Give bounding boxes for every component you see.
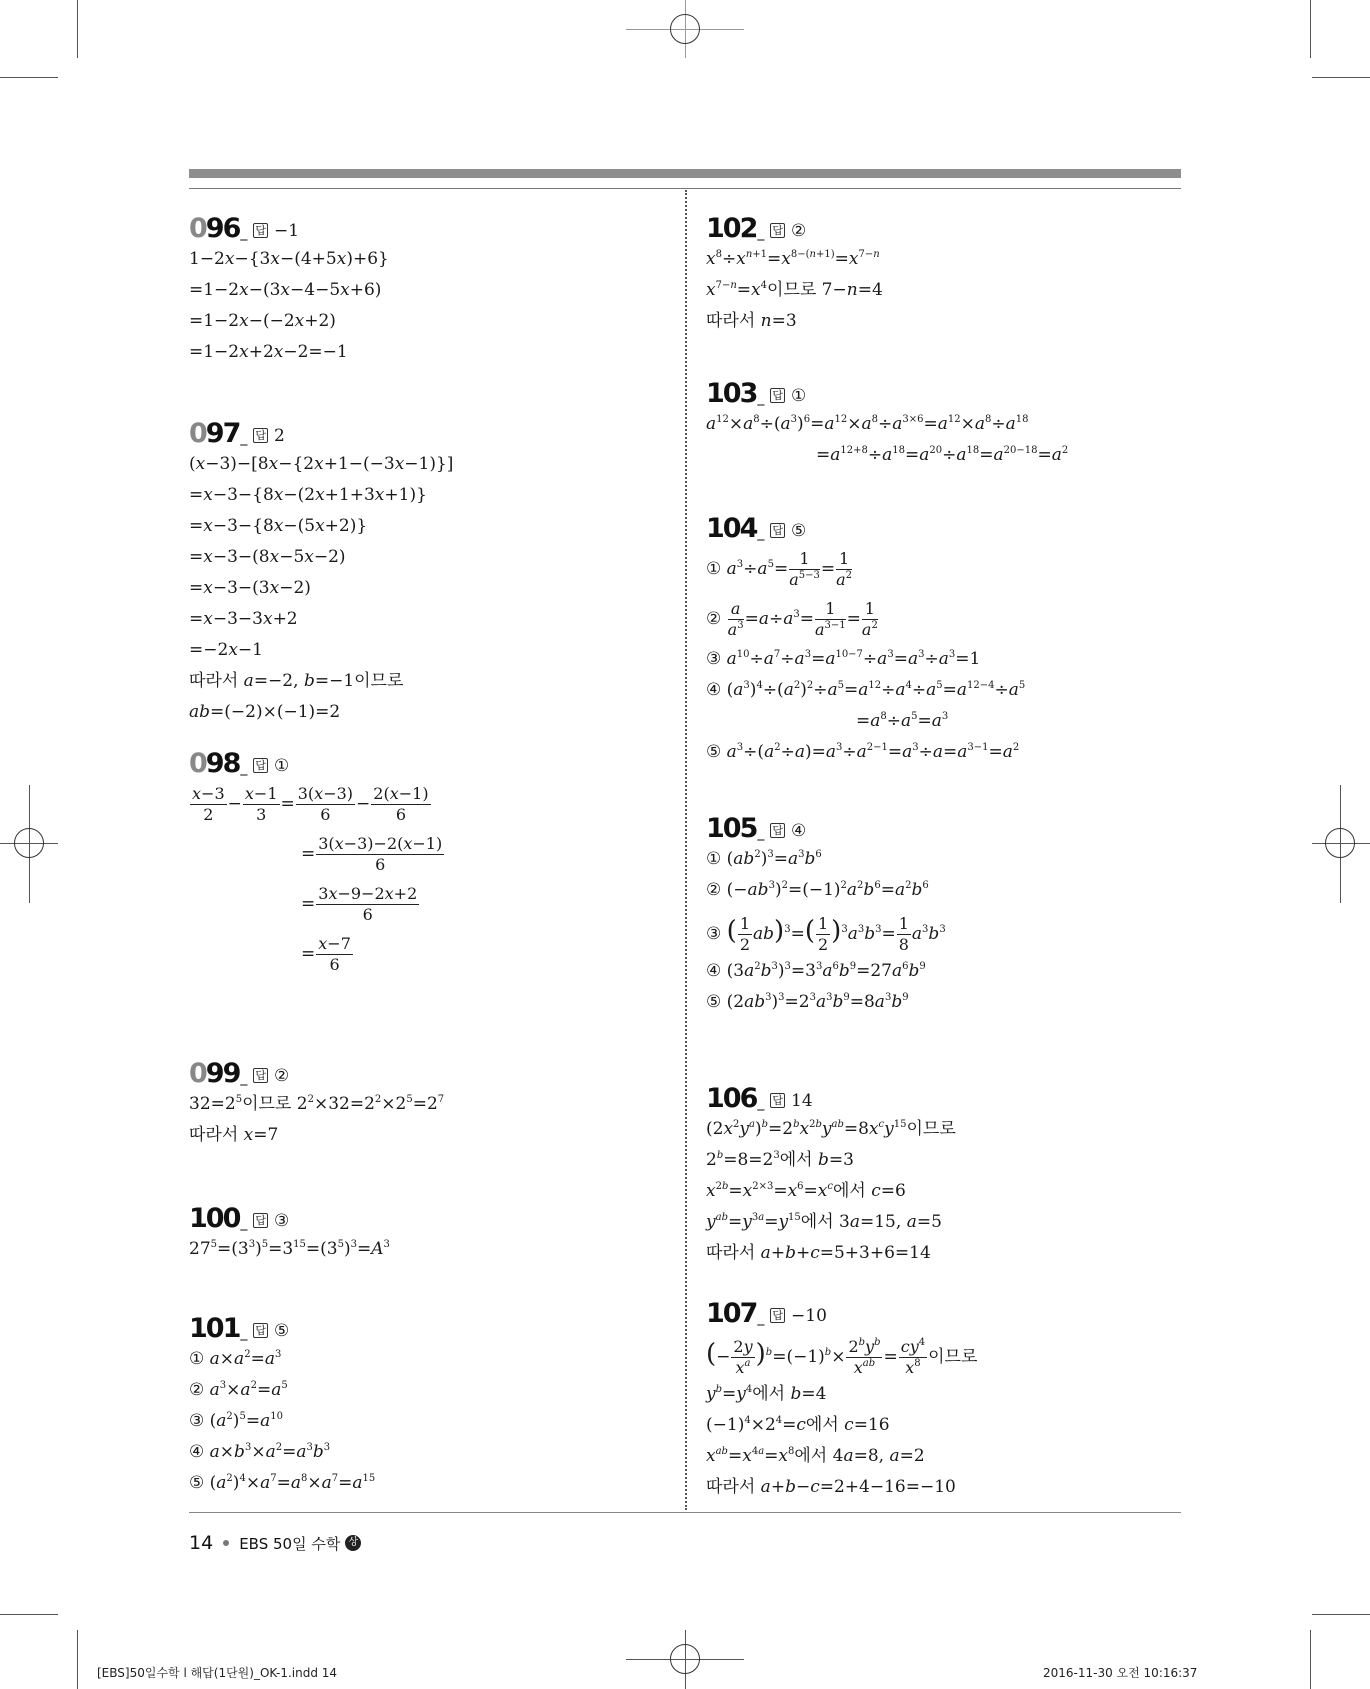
- solution-line: ③ ( $\frac{1}{2}$ ab)$^3$=( $\frac{1}{2}$ )$^3a^3b^3=$ $\frac{1}{8}$ $a^3b^3$: [706, 914, 946, 954]
- problem-header: [189, 745, 445, 779]
- problem-103: [706, 375, 1068, 471]
- solution-line: (x−3)−[8x−{2x+1−(−3x−1)}]: [189, 454, 454, 474]
- problem-107: [706, 1295, 977, 1503]
- answer-label-icon: 답: [255, 1324, 267, 1337]
- solution-line: =−2x−1: [189, 640, 263, 660]
- solution-line: ④ $(3a^2b^3)^3=3^3a^6b^9=27a^6b^9$: [706, 961, 926, 981]
- answer-label-icon: 답: [772, 389, 784, 402]
- solution-line: $y^{ab}=y^{3a}=y^{15}$에서 3a=15, a=5: [706, 1212, 942, 1232]
- solution-line: 따라서 a+b+c=5+3+6=14: [706, 1243, 931, 1263]
- problem-number: 101: [189, 1313, 240, 1344]
- answer-value: ⑤: [791, 521, 807, 541]
- solution-line: 1−2x−{3x−(4+5x)+6}: [189, 249, 389, 269]
- footer-rule: [189, 1512, 1181, 1513]
- number-underscore: _: [240, 760, 248, 776]
- number-underscore: _: [240, 225, 248, 241]
- number-underscore: _: [240, 1325, 248, 1341]
- problem-106: [706, 1080, 956, 1269]
- solution-line: ① $a\times a^2=a^3$: [189, 1349, 282, 1369]
- solution-line: ③ $a^{10}\div a^7\div a^3=a^{10-7}\div a^3=a^3\div a^3=1$: [706, 649, 981, 669]
- answer-value: ④: [791, 821, 807, 841]
- answer-label-icon: 답: [772, 1094, 784, 1107]
- registration-mark-top-circle: [670, 14, 700, 44]
- solution-line: =x−3−{8x−(2x+1+3x+1)}: [189, 485, 427, 505]
- problem-header: [189, 415, 453, 449]
- problem-101: [189, 1310, 375, 1499]
- crop-mark: [1312, 77, 1370, 78]
- problem-header: [706, 510, 1025, 544]
- problem-097: [189, 415, 453, 728]
- answer-value: 14: [791, 1091, 813, 1111]
- problem-header: [706, 1080, 956, 1114]
- problem-number: 098: [189, 748, 240, 779]
- answer-label-icon: 답: [772, 524, 784, 537]
- solution-line: ① $(ab^2)^3=a^3b^6$: [706, 849, 822, 869]
- answer-value: 2: [274, 426, 285, 446]
- number-underscore: _: [757, 390, 765, 406]
- crop-mark: [77, 1630, 78, 1689]
- number-underscore: _: [757, 825, 765, 841]
- problem-102: [706, 210, 883, 337]
- answer-label-icon: 답: [255, 429, 267, 442]
- solution-line: ⑤ $(a^2)^4\times a^7=a^8\times a^7=a^{15}$: [189, 1473, 376, 1493]
- slug-filename: [EBS]50일수학 l 해답(1단원)_OK-1.indd 14: [97, 1666, 338, 1680]
- crop-mark: [77, 0, 78, 58]
- problem-header: [189, 1310, 375, 1344]
- problem-096: [189, 210, 389, 368]
- answer-value: ①: [791, 386, 807, 406]
- crop-mark: [1312, 1614, 1370, 1615]
- answer-value: ①: [274, 756, 290, 776]
- problem-099: [189, 1055, 444, 1151]
- problem-number: 097: [189, 418, 240, 449]
- solution-line: ② $a^3\times a^2=a^5$: [189, 1380, 288, 1400]
- answer-label-icon: 답: [255, 224, 267, 237]
- number-underscore: _: [240, 430, 248, 446]
- answer-label-icon: 답: [255, 1069, 267, 1082]
- problem-number: 103: [706, 378, 757, 409]
- solution-line: ① $a^3\div a^5=$ $\frac{1}{a^{5-3}}$ = $\frac{1}{a^2}$: [706, 549, 853, 589]
- answer-label-icon: 답: [772, 824, 784, 837]
- solution-line: =1−2x−(3x−4−5x+6): [189, 280, 382, 300]
- solution-line: $y^b=y^4$에서 b=4: [706, 1384, 827, 1404]
- solution-line: $x^{2b}=x^{2\times 3}=x^6=x^c$에서 c=6: [706, 1181, 906, 1201]
- solution-line: $2^b=8=2^3$에서 b=3: [706, 1150, 854, 1170]
- solution-line: $a^{12}\times a^8\div(a^3)^6=a^{12}\times a^8\div a^{3\times 6}=a^{12}\times a^8\div a^{18}$: [706, 414, 1029, 434]
- solution-line: ⑤ $a^3\div(a^2\div a)=a^3\div a^{2-1}=a^3\div a=a^{3-1}=a^2$: [706, 742, 1020, 762]
- problem-number: 099: [189, 1058, 240, 1089]
- problem-100: [189, 1200, 390, 1265]
- solution-line: =1−2x+2x−2=−1: [189, 342, 348, 362]
- solution-line: =x−3−(3x−2): [189, 578, 311, 598]
- registration-mark-left-circle: [14, 828, 44, 858]
- crop-mark: [1310, 0, 1311, 58]
- solution-line: $\frac{x-3}{2}$ − $\frac{x-1}{3}$ = $\frac{3(x-3)}{6}$ − $\frac{2(x-1)}{6}$: [192, 784, 429, 824]
- column-divider: [685, 190, 687, 1510]
- registration-mark-bottom-circle: [670, 1644, 700, 1674]
- problem-number: 100: [189, 1203, 240, 1234]
- problem-number: 104: [706, 513, 757, 544]
- number-underscore: _: [757, 1095, 765, 1111]
- problem-header: [706, 210, 883, 244]
- answer-value: −10: [791, 1306, 827, 1326]
- answer-label-icon: 답: [772, 1309, 784, 1322]
- number-underscore: _: [757, 1310, 765, 1326]
- solution-line: $x^{ab}=x^{4a}=x^8$에서 4a=8, a=2: [706, 1446, 925, 1466]
- solution-line: ④ $(a^3)^4\div(a^2)^2\div a^5=a^{12}\div a^4\div a^5=a^{12-4}\div a^5$: [706, 680, 1026, 700]
- solution-line: $27^5=(3^3)^5=3^{15}=(3^5)^3=A^3$: [189, 1239, 390, 1259]
- page-number: 14: [189, 1532, 214, 1554]
- solution-line: (− $\frac{2y}{x^a}$ )$^b=(-1)^b\times$ $\frac{2^by^b}{x^{ab}}$ = $\frac{cy^4}{x^8}$ 이므로: [706, 1337, 978, 1377]
- answer-value: ②: [791, 221, 807, 241]
- number-underscore: _: [757, 225, 765, 241]
- problem-header: [189, 1055, 444, 1089]
- solution-line: =x−3−{8x−(5x+2)}: [189, 516, 368, 536]
- answer-value: ②: [274, 1066, 290, 1086]
- book-title: EBS 50일 수학: [239, 1534, 341, 1553]
- answer-label-icon: 답: [255, 759, 267, 772]
- answer-label-icon: 답: [255, 1214, 267, 1227]
- problem-098: [189, 745, 445, 979]
- problem-header: [706, 375, 1068, 409]
- solution-line: ab=(−2)×(−1)=2: [189, 702, 341, 722]
- solution-line: $=a^{12+8}\div a^{18}=a^{20}\div a^{18}=a^{20-18}=a^2$: [816, 445, 1069, 465]
- crop-mark: [0, 1614, 58, 1615]
- solution-line: ④ $a\times b^3\times a^2=a^3b^3$: [189, 1442, 331, 1462]
- volume-badge: 상: [345, 1535, 361, 1551]
- problem-header: [706, 1295, 977, 1329]
- solution-line: 따라서 x=7: [189, 1125, 279, 1145]
- problem-105: [706, 810, 946, 1018]
- solution-line: = $\frac{3(x-3)-2(x-1)}{6}$: [301, 834, 443, 874]
- header-rule: [189, 188, 1181, 189]
- problem-number: 107: [706, 1298, 757, 1329]
- answer-value: −1: [274, 221, 300, 241]
- solution-line: = $\frac{x-7}{6}$: [301, 934, 351, 974]
- bullet-icon: [223, 1540, 229, 1546]
- solution-line: $x^8\div x^{n+1}=x^{8-(n+1)}=x^{7-n}$: [706, 249, 880, 269]
- problem-number: 106: [706, 1083, 757, 1114]
- solution-line: = $\frac{3x-9-2x+2}{6}$: [301, 884, 418, 924]
- problem-number: 105: [706, 813, 757, 844]
- solution-line: $x^{7-n}=x^4$이므로 7−n=4: [706, 280, 883, 300]
- solution-line: =x−3−(8x−5x−2): [189, 547, 346, 567]
- answer-value: ⑤: [274, 1321, 290, 1341]
- problem-header: [706, 810, 946, 844]
- solution-line: 따라서 a=−2, b=−1이므로: [189, 671, 404, 691]
- solution-line: ② $(-ab^3)^2=(-1)^2a^2b^6=a^2b^6$: [706, 880, 929, 900]
- number-underscore: _: [240, 1070, 248, 1086]
- problem-number: 102: [706, 213, 757, 244]
- problem-header: [189, 210, 389, 244]
- solution-line: 따라서 a+b−c=2+4−16=−10: [706, 1477, 956, 1497]
- solution-line: =1−2x−(−2x+2): [189, 311, 336, 331]
- answer-label-icon: 답: [772, 224, 784, 237]
- solution-line: =x−3−3x+2: [189, 609, 298, 629]
- number-underscore: _: [757, 525, 765, 541]
- solution-line: ⑤ $(2ab^3)^3=2^3a^3b^9=8a^3b^9$: [706, 992, 909, 1012]
- crop-mark: [0, 77, 58, 78]
- problem-header: [189, 1200, 390, 1234]
- number-underscore: _: [240, 1215, 248, 1231]
- page-footer: [189, 1532, 361, 1554]
- solution-line: $(-1)^4\times 2^4=c$에서 c=16: [706, 1415, 890, 1435]
- slug-timestamp: 2016-11-30 오전 10:16:37: [1043, 1666, 1198, 1680]
- answer-value: ③: [274, 1211, 290, 1231]
- header-bar: [189, 169, 1181, 178]
- solution-line: $=a^8\div a^5=a^3$: [856, 711, 949, 731]
- crop-mark: [1310, 1630, 1311, 1689]
- solution-line: 따라서 n=3: [706, 311, 797, 331]
- problem-number: 096: [189, 213, 240, 244]
- solution-line: $32=2^5$이므로 $2^2\times 32=2^2\times 2^5=2^7$: [189, 1094, 445, 1114]
- solution-line: $(2x^2y^a)^b=2^bx^{2b}y^{ab}=8x^cy^{15}$이므로: [706, 1119, 956, 1139]
- solution-line: ② $\frac{a}{a^3}$ $=a\div a^3=$ $\frac{1}{a^{3-1}}$ = $\frac{1}{a^2}$: [706, 599, 878, 639]
- registration-mark-right-circle: [1325, 828, 1355, 858]
- solution-line: ③ $(a^2)^5=a^{10}$: [189, 1411, 283, 1431]
- problem-104: [706, 510, 1025, 768]
